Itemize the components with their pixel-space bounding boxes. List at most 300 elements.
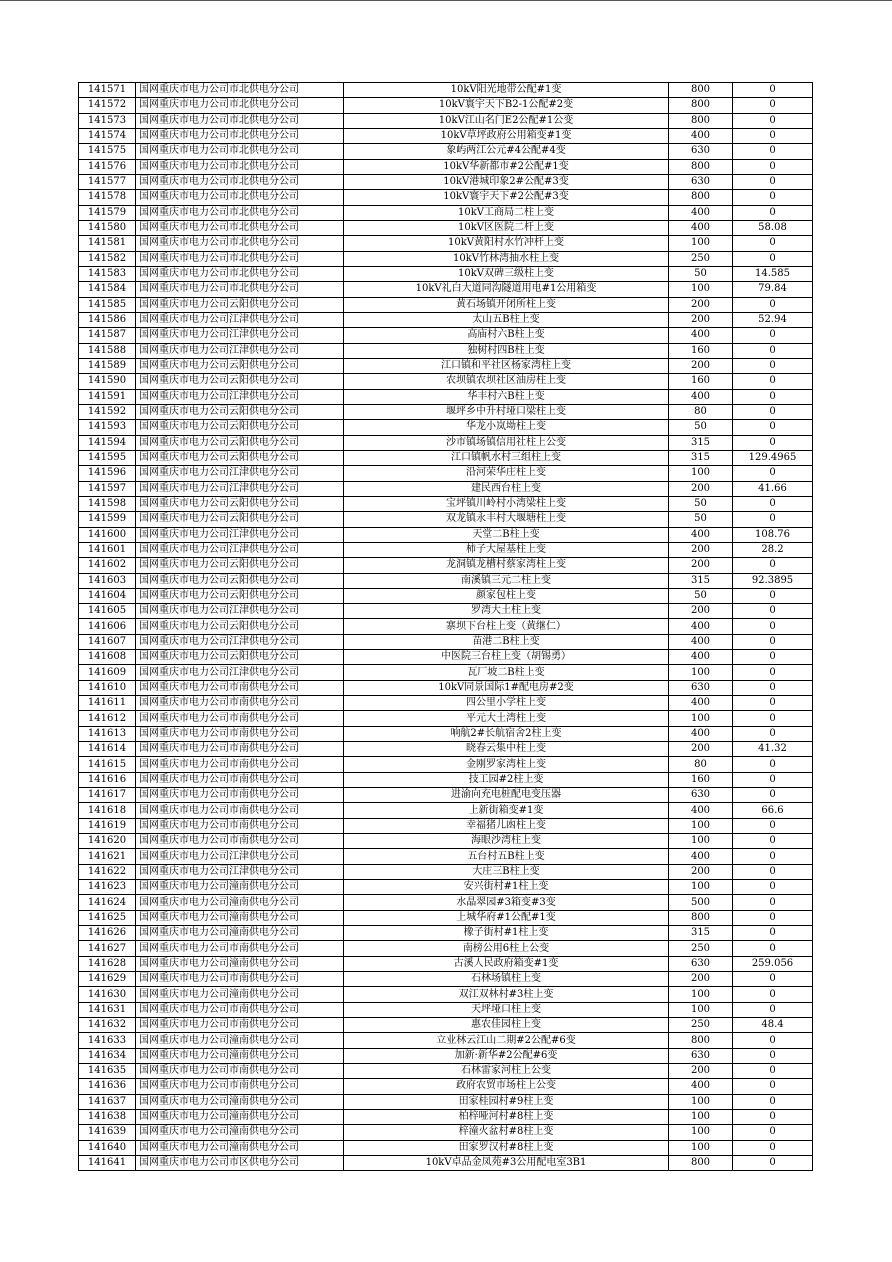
table-row [79, 450, 813, 465]
row-value: 0 [733, 205, 813, 220]
row-id: 141583 [79, 266, 136, 281]
row-capacity: 630 [669, 174, 733, 189]
row-id: 141617 [79, 788, 136, 803]
row-value: 0 [733, 496, 813, 511]
row-org: 国网重庆市电力公司江津供电分公司 [136, 312, 344, 327]
row-value: 0 [733, 144, 813, 159]
row-id: 141582 [79, 251, 136, 266]
row-org: 国网重庆市电力公司市南供电分公司 [136, 834, 344, 849]
row-org: 国网重庆市电力公司潼南供电分公司 [136, 1033, 344, 1048]
row-name: 中医院三台柱上变（胡锡勇） [344, 650, 669, 665]
row-capacity: 50 [669, 496, 733, 511]
table-row [79, 113, 813, 128]
table-row [79, 680, 813, 695]
row-capacity: 400 [669, 696, 733, 711]
row-value: 0 [733, 466, 813, 481]
row-value: 41.66 [733, 481, 813, 496]
row-org: 国网重庆市电力公司潼南供电分公司 [136, 926, 344, 941]
row-id: 141579 [79, 205, 136, 220]
row-org: 国网重庆市电力公司江津供电分公司 [136, 604, 344, 619]
row-org: 国网重庆市电力公司云阳供电分公司 [136, 512, 344, 527]
row-name: 江口镇和平社区杨家湾柱上变 [344, 358, 669, 373]
row-capacity: 400 [669, 128, 733, 143]
table-row [79, 542, 813, 557]
row-value: 0 [733, 987, 813, 1002]
row-name: 平元大土湾柱上变 [344, 711, 669, 726]
row-capacity: 100 [669, 711, 733, 726]
row-value: 0 [733, 941, 813, 956]
row-id: 141586 [79, 312, 136, 327]
row-name: 水晶翠园#3箱变#3变 [344, 895, 669, 910]
row-id: 141575 [79, 144, 136, 159]
row-org: 国网重庆市电力公司市北供电分公司 [136, 220, 344, 235]
row-id: 141602 [79, 558, 136, 573]
row-value: 0 [733, 634, 813, 649]
row-name: 技工园#2柱上变 [344, 772, 669, 787]
table-row [79, 236, 813, 251]
transformer-table [78, 82, 813, 1171]
row-capacity: 50 [669, 266, 733, 281]
row-id: 141620 [79, 834, 136, 849]
row-org: 国网重庆市电力公司市南供电分公司 [136, 680, 344, 695]
table-row [79, 604, 813, 619]
row-org: 国网重庆市电力公司江津供电分公司 [136, 389, 344, 404]
row-value: 0 [733, 696, 813, 711]
row-capacity: 80 [669, 757, 733, 772]
row-name: 10kV华新都市#2公配#1变 [344, 159, 669, 174]
row-id: 141600 [79, 527, 136, 542]
row-name: 象屿两江公元#4公配#4变 [344, 144, 669, 159]
row-id: 141597 [79, 481, 136, 496]
row-id: 141572 [79, 98, 136, 113]
row-org: 国网重庆市电力公司江津供电分公司 [136, 542, 344, 557]
row-org: 国网重庆市电力公司市南供电分公司 [136, 742, 344, 757]
row-value: 0 [733, 1155, 813, 1170]
row-id: 141611 [79, 696, 136, 711]
row-value: 0 [733, 190, 813, 205]
row-org: 国网重庆市电力公司云阳供电分公司 [136, 496, 344, 511]
row-value: 0 [733, 880, 813, 895]
row-value: 0 [733, 818, 813, 833]
row-org: 国网重庆市电力公司江津供电分公司 [136, 466, 344, 481]
row-value: 58.08 [733, 220, 813, 235]
row-capacity: 400 [669, 726, 733, 741]
row-capacity: 160 [669, 374, 733, 389]
table-row [79, 573, 813, 588]
row-org: 国网重庆市电力公司市南供电分公司 [136, 803, 344, 818]
top-rule [0, 0, 892, 1]
row-value: 0 [733, 343, 813, 358]
row-id: 141621 [79, 849, 136, 864]
row-value: 0 [733, 972, 813, 987]
row-capacity: 800 [669, 1033, 733, 1048]
table-row [79, 1064, 813, 1079]
row-capacity: 160 [669, 343, 733, 358]
table-row [79, 1033, 813, 1048]
row-capacity: 630 [669, 1048, 733, 1063]
row-capacity: 400 [669, 634, 733, 649]
table-row [79, 174, 813, 189]
row-value: 0 [733, 895, 813, 910]
row-value: 0 [733, 726, 813, 741]
row-value: 0 [733, 297, 813, 312]
row-capacity: 800 [669, 98, 733, 113]
table-row [79, 711, 813, 726]
table-row [79, 895, 813, 910]
row-value: 14.585 [733, 266, 813, 281]
table-row [79, 481, 813, 496]
row-id: 141632 [79, 1018, 136, 1033]
row-capacity: 100 [669, 466, 733, 481]
row-id: 141592 [79, 404, 136, 419]
row-name: 立业林云江山二期#2公配#6变 [344, 1033, 669, 1048]
row-id: 141607 [79, 634, 136, 649]
row-id: 141599 [79, 512, 136, 527]
row-name: 苗港二B柱上变 [344, 634, 669, 649]
table-row [79, 634, 813, 649]
row-value: 0 [733, 604, 813, 619]
row-capacity: 100 [669, 1109, 733, 1124]
row-org: 国网重庆市电力公司潼南供电分公司 [136, 1109, 344, 1124]
row-org: 国网重庆市电力公司江津供电分公司 [136, 527, 344, 542]
table-row [79, 619, 813, 634]
row-id: 141601 [79, 542, 136, 557]
row-capacity: 315 [669, 573, 733, 588]
row-id: 141573 [79, 113, 136, 128]
row-capacity: 50 [669, 420, 733, 435]
row-value: 0 [733, 1002, 813, 1017]
row-id: 141584 [79, 282, 136, 297]
row-value: 0 [733, 404, 813, 419]
row-id: 141595 [79, 450, 136, 465]
row-org: 国网重庆市电力公司云阳供电分公司 [136, 404, 344, 419]
row-org: 国网重庆市电力公司云阳供电分公司 [136, 450, 344, 465]
row-id: 141603 [79, 573, 136, 588]
row-org: 国网重庆市电力公司云阳供电分公司 [136, 420, 344, 435]
row-name: 10kV双碑三级柱上变 [344, 266, 669, 281]
row-value: 0 [733, 83, 813, 98]
row-capacity: 50 [669, 588, 733, 603]
row-capacity: 400 [669, 849, 733, 864]
row-org: 国网重庆市电力公司市北供电分公司 [136, 282, 344, 297]
table-row [79, 343, 813, 358]
row-capacity: 100 [669, 834, 733, 849]
row-org: 国网重庆市电力公司市北供电分公司 [136, 174, 344, 189]
row-org: 国网重庆市电力公司市北供电分公司 [136, 190, 344, 205]
row-capacity: 630 [669, 144, 733, 159]
row-value: 0 [733, 588, 813, 603]
row-value: 0 [733, 1079, 813, 1094]
table-row [79, 834, 813, 849]
table-row [79, 98, 813, 113]
row-org: 国网重庆市电力公司市北供电分公司 [136, 236, 344, 251]
row-name: 南榜公用6柱上公变 [344, 941, 669, 956]
row-org: 国网重庆市电力公司市南供电分公司 [136, 696, 344, 711]
row-name: 石林雷家河柱上公变 [344, 1064, 669, 1079]
row-org: 国网重庆市电力公司市北供电分公司 [136, 266, 344, 281]
row-org: 国网重庆市电力公司云阳供电分公司 [136, 650, 344, 665]
table-row [79, 1018, 813, 1033]
row-name: 10kV草坪政府公用箱变#1变 [344, 128, 669, 143]
row-value: 0 [733, 910, 813, 925]
row-name: 太山五B柱上变 [344, 312, 669, 327]
row-name: 天堂二B柱上变 [344, 527, 669, 542]
row-id: 141627 [79, 941, 136, 956]
row-value: 0 [733, 420, 813, 435]
row-org: 国网重庆市电力公司市北供电分公司 [136, 144, 344, 159]
row-id: 141628 [79, 956, 136, 971]
row-name: 10kV港城印象2#公配#3变 [344, 174, 669, 189]
table-row [79, 328, 813, 343]
row-value: 0 [733, 849, 813, 864]
row-org: 国网重庆市电力公司江津供电分公司 [136, 634, 344, 649]
row-name: 田家桂园村#9柱上变 [344, 1094, 669, 1109]
row-org: 国网重庆市电力公司市南供电分公司 [136, 972, 344, 987]
row-id: 141571 [79, 83, 136, 98]
row-org: 国网重庆市电力公司市北供电分公司 [136, 205, 344, 220]
row-capacity: 200 [669, 358, 733, 373]
table-row [79, 726, 813, 741]
row-id: 141590 [79, 374, 136, 389]
row-id: 141635 [79, 1064, 136, 1079]
row-value: 0 [733, 1033, 813, 1048]
row-name: 罗湾大土柱上变 [344, 604, 669, 619]
table-row [79, 83, 813, 98]
row-capacity: 400 [669, 527, 733, 542]
row-name: 江口镇帆水村三组柱上变 [344, 450, 669, 465]
row-id: 141598 [79, 496, 136, 511]
table-row [79, 1094, 813, 1109]
row-capacity: 315 [669, 450, 733, 465]
row-capacity: 400 [669, 650, 733, 665]
row-org: 国网重庆市电力公司江津供电分公司 [136, 481, 344, 496]
row-id: 141623 [79, 880, 136, 895]
row-value: 66.6 [733, 803, 813, 818]
row-value: 0 [733, 98, 813, 113]
row-capacity: 400 [669, 803, 733, 818]
row-org: 国网重庆市电力公司市南供电分公司 [136, 941, 344, 956]
table-row [79, 282, 813, 297]
row-org: 国网重庆市电力公司江津供电分公司 [136, 328, 344, 343]
table-row [79, 696, 813, 711]
row-capacity: 200 [669, 312, 733, 327]
row-name: 10kV区医院二杆上变 [344, 220, 669, 235]
row-value: 0 [733, 772, 813, 787]
row-capacity: 100 [669, 1125, 733, 1140]
table-row [79, 466, 813, 481]
row-name: 堰坪乡中升村垭口梁柱上变 [344, 404, 669, 419]
table-row [79, 849, 813, 864]
row-value: 0 [733, 558, 813, 573]
table-row [79, 435, 813, 450]
row-org: 国网重庆市电力公司市南供电分公司 [136, 818, 344, 833]
row-org: 国网重庆市电力公司潼南供电分公司 [136, 1094, 344, 1109]
row-id: 141605 [79, 604, 136, 619]
table-row [79, 757, 813, 772]
table-row [79, 358, 813, 373]
row-org: 国网重庆市电力公司潼南供电分公司 [136, 1125, 344, 1140]
row-id: 141616 [79, 772, 136, 787]
row-capacity: 250 [669, 251, 733, 266]
row-id: 141638 [79, 1109, 136, 1124]
table-row [79, 803, 813, 818]
table-row [79, 987, 813, 1002]
row-value: 0 [733, 113, 813, 128]
row-name: 独树村四B柱上变 [344, 343, 669, 358]
row-name: 进渝向充电桩配电变压器 [344, 788, 669, 803]
row-name: 农坝镇农坝社区油房柱上变 [344, 374, 669, 389]
row-capacity: 100 [669, 665, 733, 680]
row-capacity: 400 [669, 389, 733, 404]
row-id: 141594 [79, 435, 136, 450]
row-capacity: 250 [669, 941, 733, 956]
row-id: 141633 [79, 1033, 136, 1048]
row-name: 沿河荣华庄柱上变 [344, 466, 669, 481]
row-org: 国网重庆市电力公司云阳供电分公司 [136, 588, 344, 603]
row-org: 国网重庆市电力公司市南供电分公司 [136, 1079, 344, 1094]
row-capacity: 200 [669, 742, 733, 757]
row-org: 国网重庆市电力公司市南供电分公司 [136, 788, 344, 803]
row-value: 0 [733, 757, 813, 772]
row-capacity: 50 [669, 512, 733, 527]
row-id: 141609 [79, 665, 136, 680]
row-name: 华龙小岚坳柱上变 [344, 420, 669, 435]
row-capacity: 200 [669, 542, 733, 557]
table-row [79, 558, 813, 573]
row-id: 141588 [79, 343, 136, 358]
row-capacity: 400 [669, 328, 733, 343]
row-capacity: 400 [669, 205, 733, 220]
row-name: 柿子大屋基柱上变 [344, 542, 669, 557]
row-capacity: 630 [669, 680, 733, 695]
row-value: 0 [733, 650, 813, 665]
row-id: 141591 [79, 389, 136, 404]
row-name: 10kV同景国际1#配电房#2变 [344, 680, 669, 695]
row-id: 141578 [79, 190, 136, 205]
row-org: 国网重庆市电力公司潼南供电分公司 [136, 956, 344, 971]
row-org: 国网重庆市电力公司潼南供电分公司 [136, 1140, 344, 1155]
row-org: 国网重庆市电力公司市北供电分公司 [136, 98, 344, 113]
table-row [79, 220, 813, 235]
row-name: 晓春云集中柱上变 [344, 742, 669, 757]
row-org: 国网重庆市电力公司市北供电分公司 [136, 113, 344, 128]
row-org: 国网重庆市电力公司市南供电分公司 [136, 757, 344, 772]
row-id: 141629 [79, 972, 136, 987]
row-org: 国网重庆市电力公司市区供电分公司 [136, 1155, 344, 1170]
row-name: 建民西台柱上变 [344, 481, 669, 496]
table-row [79, 956, 813, 971]
row-name: 古溪人民政府箱变#1变 [344, 956, 669, 971]
table-row [79, 926, 813, 941]
row-value: 0 [733, 1125, 813, 1140]
row-name: 10kV寰宇天下#2公配#3变 [344, 190, 669, 205]
row-name: 10kV工商局二柱上变 [344, 205, 669, 220]
row-value: 0 [733, 619, 813, 634]
row-name: 双龙镇永丰村大堰塘柱上变 [344, 512, 669, 527]
row-capacity: 80 [669, 404, 733, 419]
row-value: 0 [733, 236, 813, 251]
row-id: 141612 [79, 711, 136, 726]
table-row [79, 1048, 813, 1063]
row-name: 海眼沙湾柱上变 [344, 834, 669, 849]
row-name: 10kV卓品金凤苑#3公用配电室3B1 [344, 1155, 669, 1170]
row-value: 41.32 [733, 742, 813, 757]
row-value: 0 [733, 1109, 813, 1124]
row-capacity: 100 [669, 880, 733, 895]
row-name: 华丰村六B柱上变 [344, 389, 669, 404]
row-name: 瓦厂坡二B柱上变 [344, 665, 669, 680]
row-id: 141606 [79, 619, 136, 634]
row-capacity: 250 [669, 1018, 733, 1033]
row-name: 上新街箱变#1变 [344, 803, 669, 818]
row-value: 0 [733, 358, 813, 373]
row-value: 0 [733, 665, 813, 680]
row-capacity: 100 [669, 1002, 733, 1017]
row-org: 国网重庆市电力公司市南供电分公司 [136, 726, 344, 741]
row-name: 宝坪镇川岭村小湾梁柱上变 [344, 496, 669, 511]
row-id: 141641 [79, 1155, 136, 1170]
row-org: 国网重庆市电力公司市北供电分公司 [136, 128, 344, 143]
row-value: 0 [733, 1064, 813, 1079]
row-org: 国网重庆市电力公司潼南供电分公司 [136, 895, 344, 910]
row-name: 龙洞镇龙槽村蔡家湾柱上变 [344, 558, 669, 573]
table-row [79, 910, 813, 925]
row-capacity: 200 [669, 604, 733, 619]
row-id: 141608 [79, 650, 136, 665]
table-body [79, 83, 813, 1171]
row-value: 0 [733, 711, 813, 726]
row-value: 0 [733, 788, 813, 803]
row-id: 141631 [79, 1002, 136, 1017]
row-org: 国网重庆市电力公司潼南供电分公司 [136, 1048, 344, 1063]
row-capacity: 100 [669, 1094, 733, 1109]
row-value: 0 [733, 1094, 813, 1109]
row-value: 0 [733, 159, 813, 174]
table-row [79, 512, 813, 527]
row-org: 国网重庆市电力公司江津供电分公司 [136, 864, 344, 879]
row-capacity: 400 [669, 1079, 733, 1094]
row-value: 0 [733, 251, 813, 266]
row-capacity: 315 [669, 435, 733, 450]
table-row [79, 389, 813, 404]
row-id: 141587 [79, 328, 136, 343]
row-value: 129.4965 [733, 450, 813, 465]
row-id: 141634 [79, 1048, 136, 1063]
row-id: 141589 [79, 358, 136, 373]
row-org: 国网重庆市电力公司江津供电分公司 [136, 849, 344, 864]
row-name: 大庄三B柱上变 [344, 864, 669, 879]
row-id: 141630 [79, 987, 136, 1002]
row-value: 79.84 [733, 282, 813, 297]
row-org: 国网重庆市电力公司市北供电分公司 [136, 159, 344, 174]
row-id: 141610 [79, 680, 136, 695]
row-name: 安兴街村#1柱上变 [344, 880, 669, 895]
row-id: 141636 [79, 1079, 136, 1094]
row-id: 141604 [79, 588, 136, 603]
row-name: 南溪镇三元二柱上变 [344, 573, 669, 588]
row-id: 141574 [79, 128, 136, 143]
table-row [79, 1140, 813, 1155]
row-id: 141581 [79, 236, 136, 251]
row-org: 国网重庆市电力公司云阳供电分公司 [136, 558, 344, 573]
row-org: 国网重庆市电力公司市北供电分公司 [136, 251, 344, 266]
row-name: 寨坝下台柱上变（黄继仁） [344, 619, 669, 634]
row-org: 国网重庆市电力公司市南供电分公司 [136, 711, 344, 726]
row-capacity: 800 [669, 1155, 733, 1170]
row-value: 0 [733, 864, 813, 879]
row-value: 0 [733, 512, 813, 527]
row-value: 0 [733, 1048, 813, 1063]
